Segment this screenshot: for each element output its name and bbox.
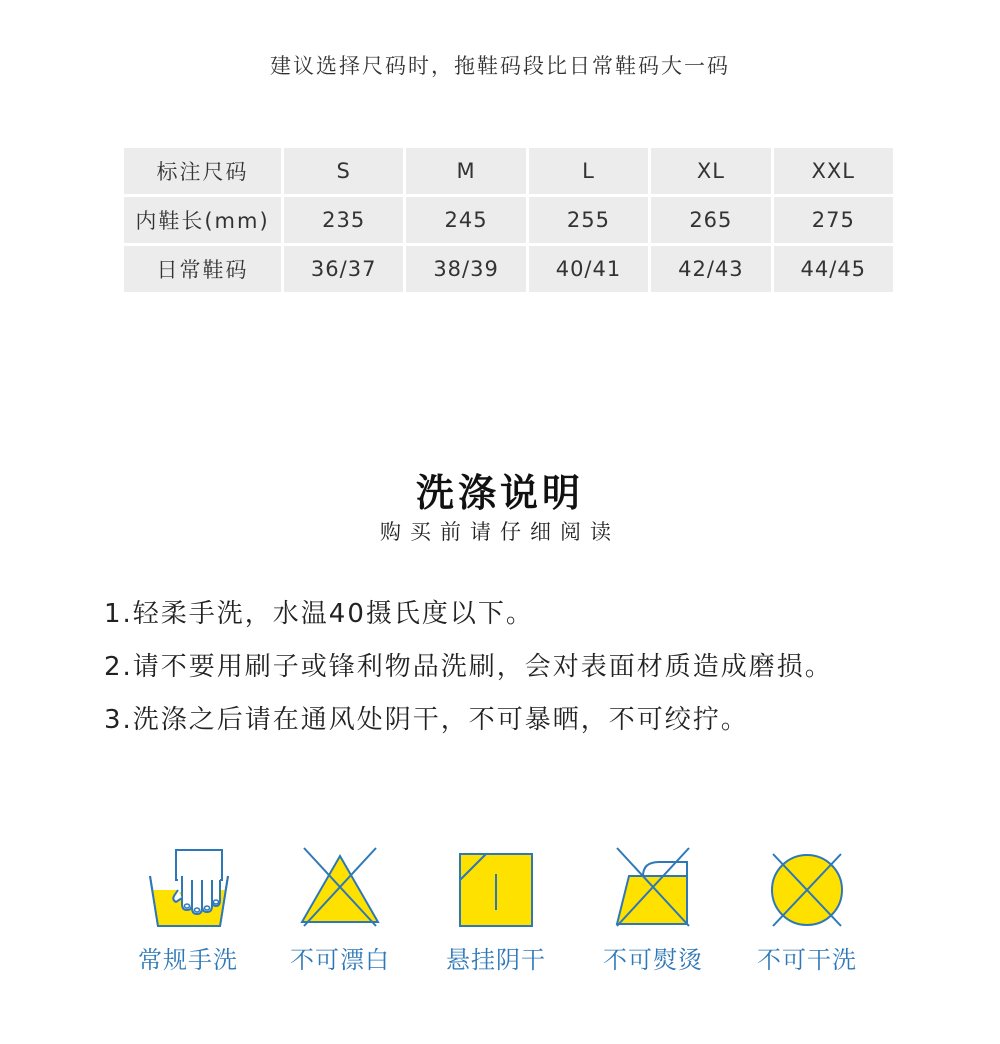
table-row	[124, 246, 893, 292]
table-cell: XL	[651, 148, 770, 194]
instruction-item: 1.轻柔手洗，水温40摄氏度以下。	[104, 599, 534, 629]
row-header: 内鞋长(mm)	[124, 197, 281, 243]
washing-subtitle: 购买前请仔细阅读	[380, 520, 620, 544]
hand-wash-icon	[138, 840, 238, 930]
care-label: 悬挂阴干	[446, 946, 546, 974]
care-item-no-iron	[588, 840, 718, 975]
table-cell: M	[406, 148, 525, 194]
table-cell: L	[529, 148, 648, 194]
care-label: 不可干洗	[757, 946, 857, 974]
care-icons	[0, 840, 1000, 990]
row-header: 日常鞋码	[124, 246, 281, 292]
table-cell: S	[284, 148, 403, 194]
table-cell: 38/39	[406, 246, 525, 292]
table-cell: 245	[406, 197, 525, 243]
size-note: 建议选择尺码时，拖鞋码段比日常鞋码大一码	[270, 54, 730, 78]
table-cell: 44/45	[774, 246, 893, 292]
instruction-item: 3.洗涤之后请在通风处阴干，不可暴晒，不可绞拧。	[104, 705, 749, 735]
table-cell: 275	[774, 197, 893, 243]
table-cell: 265	[651, 197, 770, 243]
table-cell: 42/43	[651, 246, 770, 292]
table-row	[124, 148, 893, 194]
care-label: 不可熨烫	[603, 946, 703, 974]
table-cell: 36/37	[284, 246, 403, 292]
no-bleach-icon	[290, 840, 390, 930]
care-item-no-bleach	[275, 840, 405, 975]
table-cell: XXL	[774, 148, 893, 194]
table-cell: 40/41	[529, 246, 648, 292]
care-item-hand-wash	[123, 840, 253, 975]
no-dry-clean-icon	[757, 840, 857, 930]
no-iron-icon	[603, 840, 703, 930]
table-cell: 255	[529, 197, 648, 243]
washing-title: 洗涤说明	[415, 471, 584, 515]
care-label: 常规手洗	[138, 946, 238, 974]
care-item-hang-dry	[431, 840, 561, 975]
size-table	[121, 145, 896, 295]
care-item-no-dry-clean	[742, 840, 872, 975]
hang-dry-icon	[446, 840, 546, 930]
table-cell: 235	[284, 197, 403, 243]
care-label: 不可漂白	[290, 946, 390, 974]
row-header: 标注尺码	[124, 148, 281, 194]
washing-instructions	[104, 588, 964, 747]
instruction-item: 2.请不要用刷子或锋利物品洗刷，会对表面材质造成磨损。	[104, 652, 833, 682]
table-row	[124, 197, 893, 243]
